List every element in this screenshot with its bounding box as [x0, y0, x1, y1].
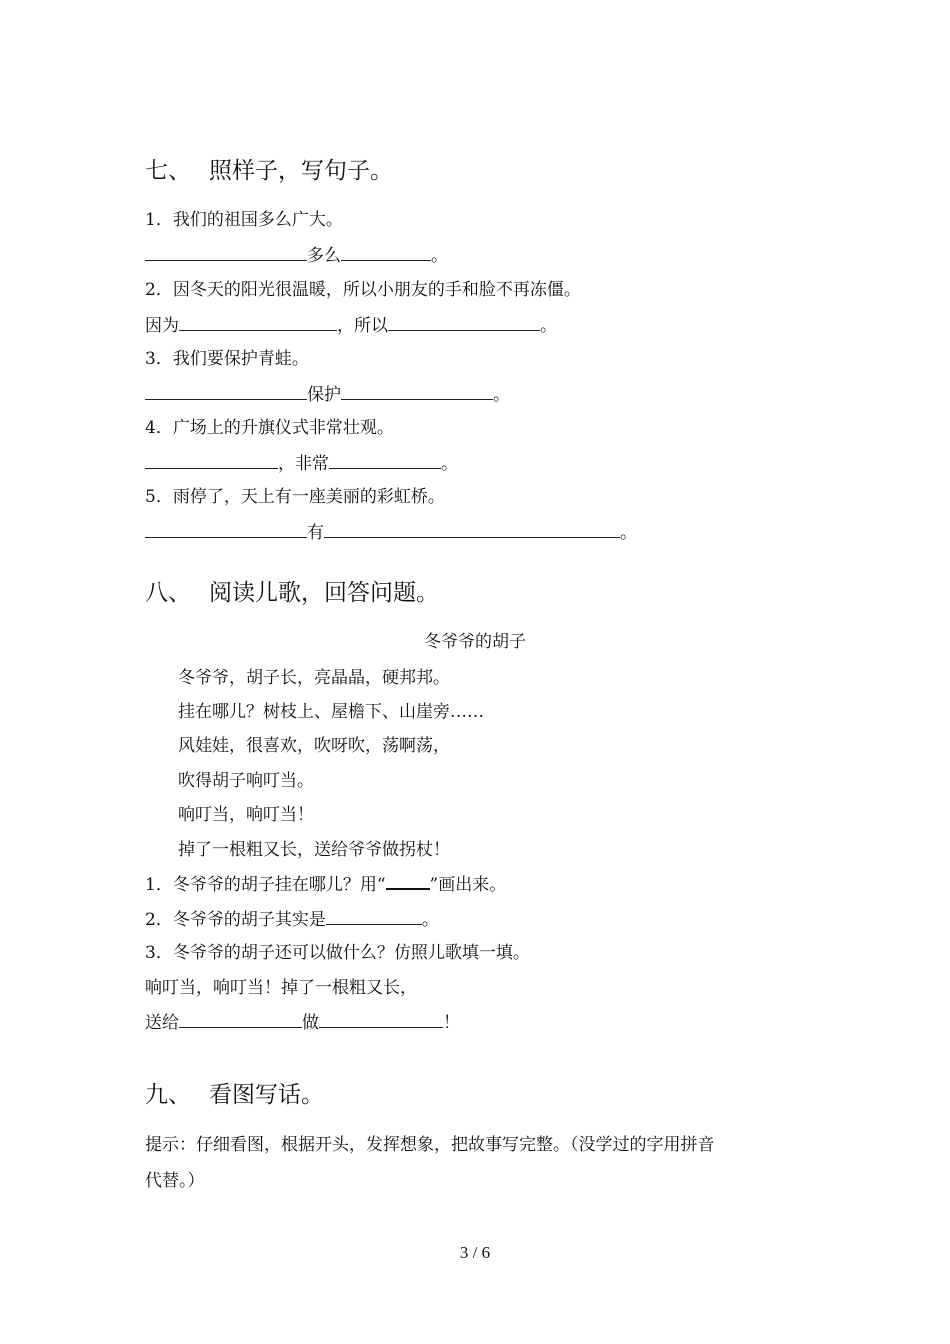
s7-item-4-blank-2[interactable]: [329, 451, 441, 469]
section-9-heading: [145, 1080, 324, 1110]
s7-item-1-mid: 多么: [307, 246, 341, 266]
s7-item-2-blank-2[interactable]: [388, 313, 540, 331]
s7-item-2-prompt: 2．因冬天的阳光很温暖，所以小朋友的手和脸不再冻僵。: [145, 280, 581, 300]
s7-item-2-answer: [145, 313, 557, 338]
s8-question-2: [145, 907, 439, 932]
section-9-title: 看图写话。: [209, 1082, 324, 1108]
s8-q3-blank-1[interactable]: [179, 1010, 302, 1028]
s7-item-2-mid: ，所以: [337, 316, 388, 336]
section-8-heading: [145, 578, 439, 608]
s7-item-1-blank-2[interactable]: [341, 243, 431, 261]
s7-item-5-blank-1[interactable]: [145, 520, 307, 538]
s8-q1-end: ”画出来。: [429, 875, 507, 895]
s7-item-2-end: 。: [540, 316, 557, 336]
s7-item-1-answer: [145, 243, 448, 268]
s8-q3-start: 送给: [145, 1013, 179, 1033]
s8-q3-mid: 做: [302, 1013, 319, 1033]
s7-item-5-prompt: 5．雨停了，天上有一座美丽的彩虹桥。: [145, 487, 445, 507]
s7-item-5-answer: [145, 520, 637, 545]
section-8-title: 阅读儿歌，回答问题。: [209, 580, 439, 606]
s7-item-4-prompt: 4．广场上的升旗仪式非常壮观。: [145, 418, 394, 438]
s8-q1-start: 1．冬爷爷的胡子挂在哪儿？用“: [145, 875, 386, 895]
s9-hint-line-2: 代替。）: [145, 1171, 205, 1191]
poem-line-4: 吹得胡子响叮当。: [178, 771, 314, 791]
s8-question-1: [145, 872, 506, 897]
s7-item-5-end: 。: [620, 523, 637, 543]
s7-item-4-end: 。: [441, 454, 458, 474]
section-7-heading: [145, 156, 393, 186]
poem-line-6: 掉了一根粗又长，送给爷爷做拐杖！: [178, 840, 450, 860]
s7-item-1-end: 。: [431, 246, 448, 266]
s8-q2-blank[interactable]: [326, 907, 422, 925]
s7-item-3-answer: [145, 382, 510, 407]
s7-item-3-mid: 保护: [307, 385, 341, 405]
s8-q3-end: ！: [443, 1013, 460, 1033]
s8-q1-underline-mark: [386, 872, 430, 890]
s7-item-3-blank-1[interactable]: [145, 382, 307, 400]
page-number: 3 / 6: [459, 1243, 491, 1262]
s7-item-2-start: 因为: [145, 316, 179, 336]
poem-line-2: 挂在哪儿？树枝上、屋檐下、山崖旁……: [178, 702, 484, 722]
s7-item-5-blank-2[interactable]: [324, 520, 620, 538]
poem-line-1: 冬爷爷，胡子长，亮晶晶，硬邦邦。: [178, 668, 450, 688]
s8-q3-line-1: 响叮当，响叮当！掉了一根粗又长，: [145, 978, 417, 998]
s7-item-5-mid: 有: [307, 523, 324, 543]
section-7-title: 照样子，写句子。: [209, 158, 393, 184]
poem-line-5: 响叮当，响叮当！: [178, 805, 314, 825]
s7-item-4-mid: ，非常: [278, 454, 329, 474]
poem-line-3: 风娃娃，很喜欢，吹呀吹，荡啊荡，: [178, 736, 450, 756]
s7-item-1-prompt: 1．我们的祖国多么广大。: [145, 210, 343, 230]
s7-item-3-blank-2[interactable]: [341, 382, 493, 400]
s7-item-3-prompt: 3．我们要保护青蛙。: [145, 349, 309, 369]
section-7-number: 七、: [145, 158, 191, 184]
s8-question-3: 3．冬爷爷的胡子还可以做什么？仿照儿歌填一填。: [145, 943, 530, 963]
section-9-number: 九、: [145, 1082, 191, 1108]
s7-item-3-end: 。: [493, 385, 510, 405]
s8-q3-blank-2[interactable]: [319, 1010, 443, 1028]
s7-item-4-answer: [145, 451, 458, 476]
s7-item-4-blank-1[interactable]: [145, 451, 278, 469]
section-8-number: 八、: [145, 580, 191, 606]
s8-q3-line-2: [145, 1010, 460, 1035]
poem-title: 冬爷爷的胡子: [424, 632, 526, 652]
s8-q2-start: 2．冬爷爷的胡子其实是: [145, 910, 326, 930]
s7-item-2-blank-1[interactable]: [179, 313, 337, 331]
s9-hint-line-1: 提示：仔细看图，根据开头，发挥想象，把故事写完整。（没学过的字用拼音: [145, 1135, 715, 1155]
s8-q2-end: 。: [421, 910, 439, 930]
s7-item-1-blank-1[interactable]: [145, 243, 307, 261]
